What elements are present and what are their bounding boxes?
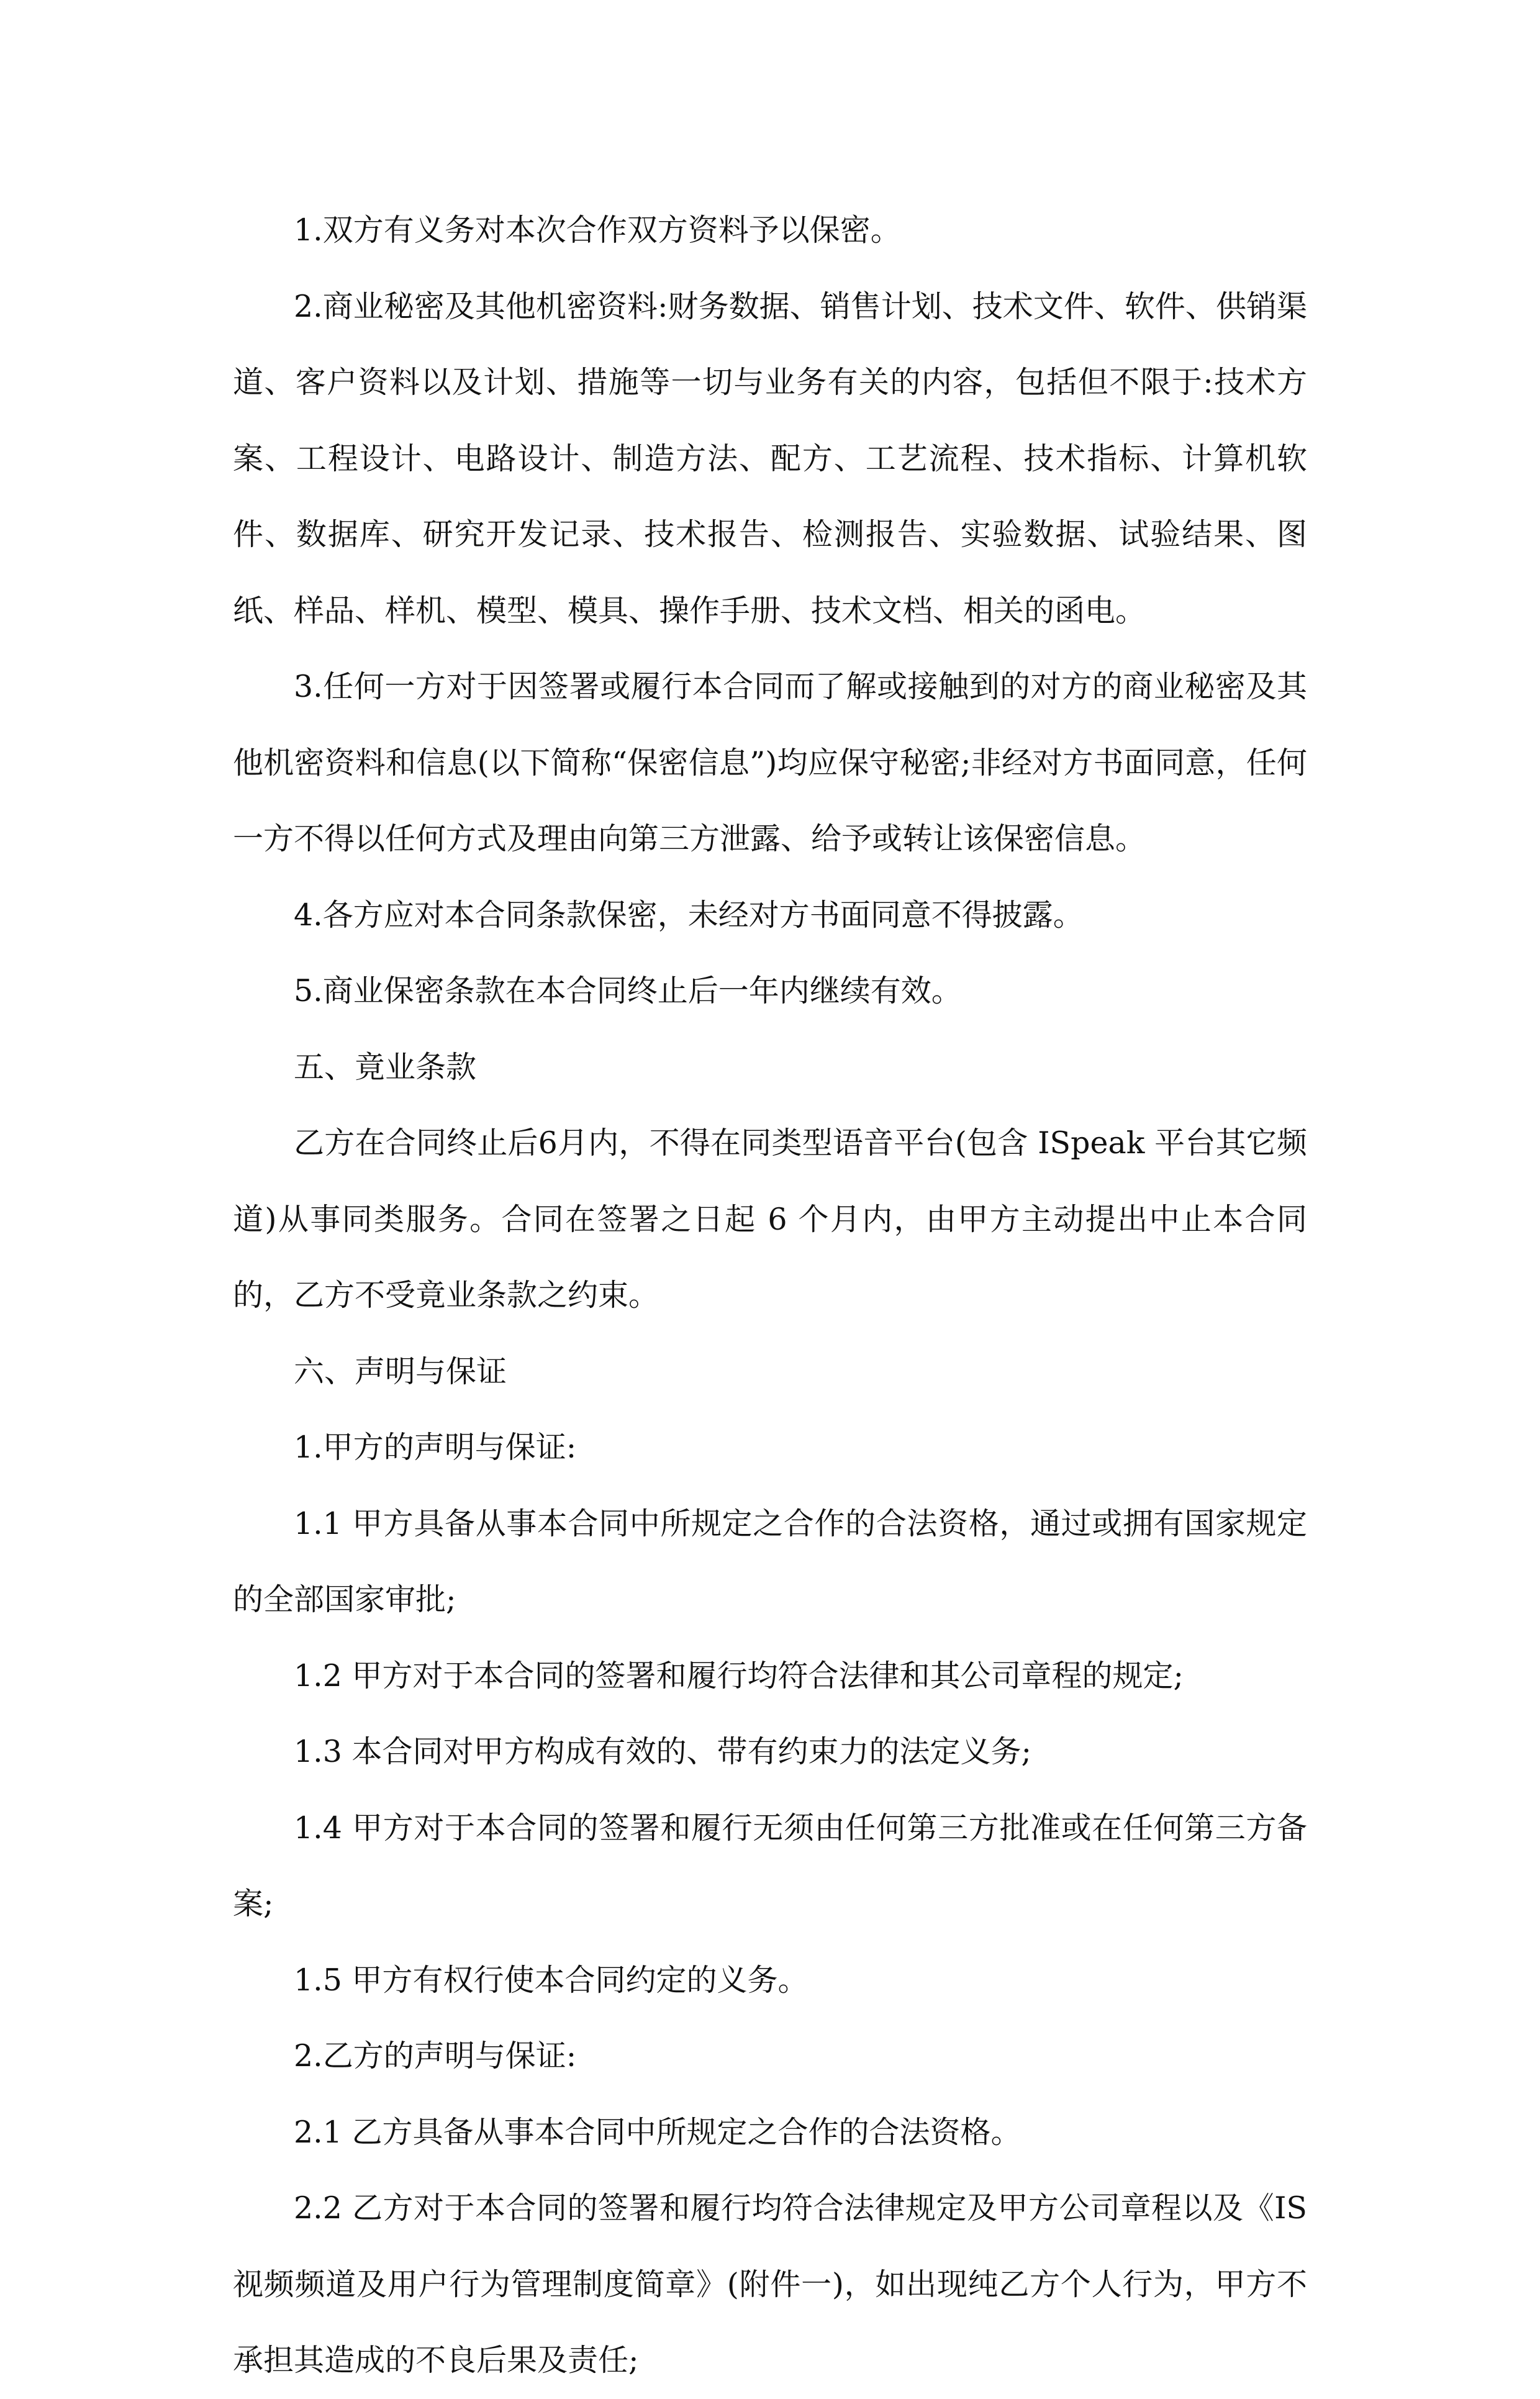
clause-party-b-2-1: 2.1 乙方具备从事本合同中所规定之合作的合法资格。 <box>294 2114 1021 2150</box>
document-body <box>233 193 1307 2399</box>
clause-party-a-1-2: 1.2 甲方对于本合同的签署和履行均符合法律和其公司章程的规定; <box>294 1658 1184 1694</box>
subheading-party-b: 2.乙方的声明与保证: <box>294 2038 577 2074</box>
clause-confidentiality-4: 4.各方应对本合同条款保密，未经对方书面同意不得披露。 <box>294 897 1084 933</box>
section-heading-representations: 六、声明与保证 <box>294 1353 507 1389</box>
subheading-party-a: 1.甲方的声明与保证: <box>294 1430 577 1465</box>
clause-party-a-1-3: 1.3 本合同对甲方构成有效的、带有约束力的法定义务; <box>294 1734 1032 1769</box>
clause-confidentiality-2: 2.商业秘密及其他机密资料:财务数据、销售计划、技术文件、软件、供销渠道、客户资料以及计划、措施等一切与业务有关的内容，包括但不限于:技术方案、工程设计、电路设计、制造方法、配方、工艺流程、技术指标、计算机软件、数据库、研究开发记录、技术报告、检测报告、实验数据、试验结果、图纸、样品、样机、模型、模具、操作手册、技术文档、相关的函电。 <box>233 288 1307 628</box>
clause-confidentiality-5: 5.商业保密条款在本合同终止后一年内继续有效。 <box>294 973 962 1009</box>
clause-party-a-1-1: 1.1 甲方具备从事本合同中所规定之合作的合法资格，通过或拥有国家规定的全部国家审批; <box>233 1505 1307 1617</box>
clause-confidentiality-3: 3.任何一方对于因签署或履行本合同而了解或接触到的对方的商业秘密及其他机密资料和信息(以下简称“保密信息”)均应保守秘密;非经对方书面同意，任何一方不得以任何方式及理由向第三方泄露、给予或转让该保密信息。 <box>233 669 1307 856</box>
clause-party-a-1-4: 1.4 甲方对于本合同的签署和履行无须由任何第三方批准或在任何第三方备案; <box>233 1810 1307 1921</box>
clause-confidentiality-1: 1.双方有义务对本次合作双方资料予以保密。 <box>294 212 901 248</box>
clause-party-a-1-5: 1.5 甲方有权行使本合同约定的义务。 <box>294 1962 808 1998</box>
clause-party-b-2-2: 2.2 乙方对于本合同的签署和履行均符合法律规定及甲方公司章程以及《IS视频频道及用户行为管理制度简章》(附件一)，如出现纯乙方个人行为，甲方不承担其造成的不良后果及责任; <box>233 2190 1307 2378</box>
section-heading-non-compete: 五、竟业条款 <box>294 1049 477 1085</box>
clause-non-compete: 乙方在合同终止后6月内，不得在同类型语音平台(包含 ISpeak 平台其它频道)从事同类服务。合同在签署之日起 6 个月内，由甲方主动提出中止本合同的，乙方不受竟业条款之约束。 <box>233 1125 1307 1313</box>
